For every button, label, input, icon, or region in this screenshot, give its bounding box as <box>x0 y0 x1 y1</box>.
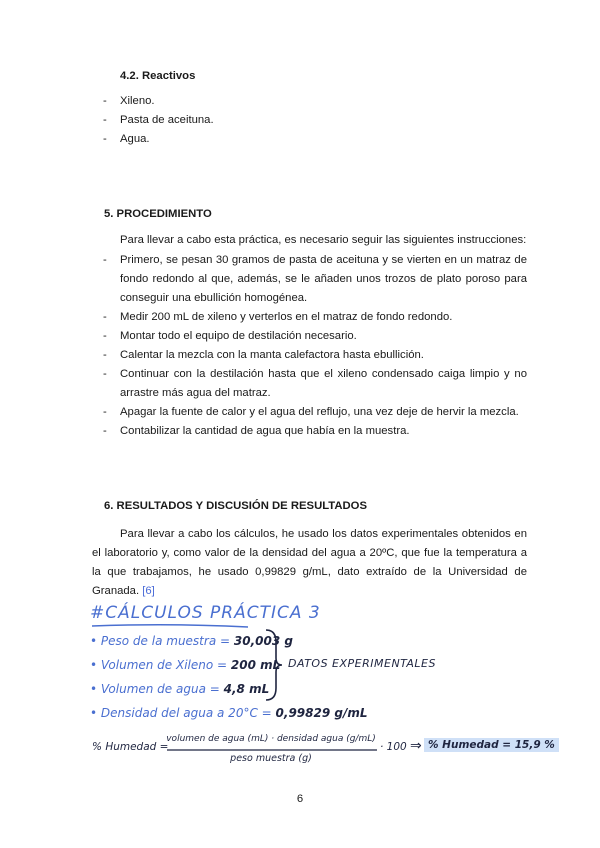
list-item: - Medir 200 mL de xileno y verterlos en el matraz de fondo redondo. <box>0 308 527 327</box>
note-row: • Volumen de Xileno = 200 mL <box>90 658 281 672</box>
note-row: • Volumen de agua = 4,8 mL <box>90 682 270 696</box>
bullet-dash: - <box>103 406 107 418</box>
bullet-dash: - <box>103 133 107 145</box>
title-underline <box>90 623 250 629</box>
procedimiento-intro: Para llevar a cabo esta práctica, es necesario seguir las siguientes instrucciones: <box>120 234 527 246</box>
list-item: - Primero, se pesan 30 gramos de pasta de aceituna y se vierten en un matraz de fondo redondo al que, además, se le añaden unos trozos de plato poroso para conseguir una ebullición homogénea. <box>0 251 527 308</box>
fraction-bar <box>166 748 378 752</box>
bullet-dash: - <box>103 95 107 107</box>
bullet-dash: - <box>103 368 107 380</box>
resultados-heading: 6. RESULTADOS Y DISCUSIÓN DE RESULTADOS <box>104 500 367 512</box>
formula-denominator: peso muestra (g) <box>230 753 312 764</box>
bullet-dash: - <box>103 349 107 361</box>
formula-numerator: volumen de agua (mL) · densidad agua (g/mL) <box>166 734 376 744</box>
list-item: - Montar todo el equipo de destilación necesario. <box>0 327 527 346</box>
list-item: - Pasta de aceituna. <box>0 111 527 130</box>
procedimiento-heading: 5. PROCEDIMIENTO <box>104 208 212 220</box>
note-row: • Densidad del agua a 20°C = 0,99829 g/mL <box>90 706 368 720</box>
formula-result: % Humedad = 15,9 % <box>424 738 559 752</box>
citation-link[interactable]: [6] <box>142 585 155 597</box>
note-row: • Peso de la muestra = 30,003 g <box>90 634 293 648</box>
bullet-dot: • <box>90 658 101 672</box>
formula-times: · 100 <box>380 741 407 753</box>
bullet-dash: - <box>103 311 107 323</box>
procedimiento-steps <box>0 251 527 441</box>
bullet-dash: - <box>103 330 107 342</box>
reactivos-list <box>0 92 527 149</box>
reactivos-heading: 4.2. Reactivos <box>120 70 196 82</box>
bullet-dot: • <box>90 634 101 648</box>
bullet-dot: • <box>90 682 101 696</box>
arrow-icon: ⇒ <box>410 738 422 754</box>
bullet-dash: - <box>103 254 107 266</box>
bullet-dot: • <box>90 706 101 720</box>
list-item: - Calentar la mezcla con la manta calefactora hasta ebullición. <box>0 346 527 365</box>
brace-label: DATOS EXPERIMENTALES <box>288 657 436 670</box>
list-item: - Contabilizar la cantidad de agua que había en la muestra. <box>0 422 527 441</box>
bullet-dash: - <box>103 114 107 126</box>
list-item: - Continuar con la destilación hasta que el xileno condensado caiga limpio y no arrastre más agua del matraz. <box>0 365 527 403</box>
list-item: - Apagar la fuente de calor y el agua del reflujo, una vez deje de hervir la mezcla. <box>0 403 527 422</box>
resultados-paragraph: Para llevar a cabo los cálculos, he usado los datos experimentales obtenidos en el laboratorio y, como valor de la densidad del agua a 20ºC, que fue la temperatura a la que trabajamos, he usado 0,99829 g/mL, dato extraído de la Universidad de Granada. [6] <box>92 528 527 597</box>
page-number: 6 <box>296 793 304 805</box>
bullet-dash: - <box>103 425 107 437</box>
formula-lhs: % Humedad = <box>92 741 169 753</box>
list-item: - Xileno. <box>0 92 527 111</box>
curly-brace <box>262 628 284 702</box>
notes-title: #CÁLCULOS PRÁCTICA 3 <box>90 603 321 623</box>
list-item: - Agua. <box>0 130 527 149</box>
